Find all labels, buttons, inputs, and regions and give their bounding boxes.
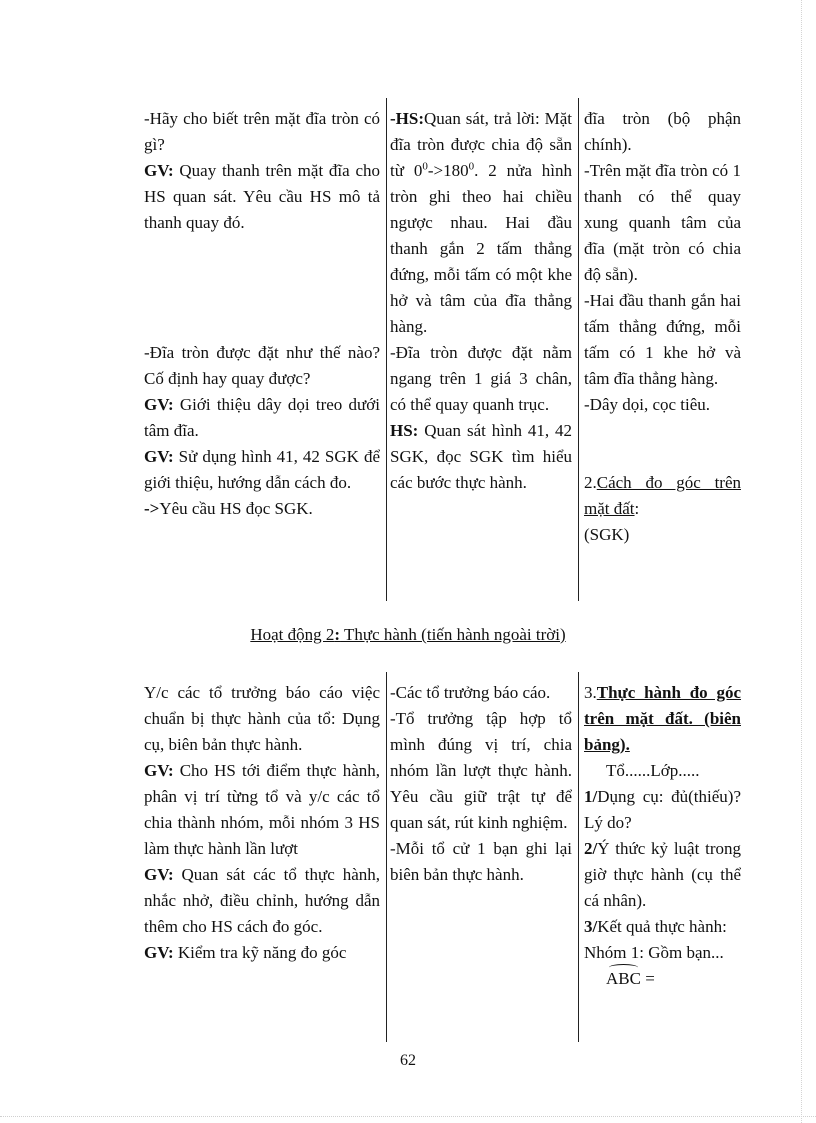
angle-symbol: ABC <box>606 966 641 992</box>
student-answer: -Đĩa tròn được đặt nằm ngang trên 1 giá 3 chân, có thể quay quanh trục. <box>390 343 572 414</box>
student-answer: -HS:Quan sát, trả lời: Mặt đĩa tròn được chia độ sẵn từ $0^0->180^0$. 2 nửa hình tròn ghi theo hai chiều ngược nhau. Hai đầu thanh gắn 2 tấm thẳng đứng, mỗi tấm có một khe hở và tâm của đĩa thẳng hàng. <box>390 109 573 336</box>
activity-heading: Hoạt động 2: Thực hành (tiến hành ngoài trời) <box>250 625 566 644</box>
column-divider <box>578 98 579 601</box>
student-activity-column <box>390 680 572 888</box>
teacher-step: GV: Cho HS tới điểm thực hành, phân vị trí từng tổ và y/c các tổ chia thành nhóm, mỗi nhóm 3 HS làm thực hành lần lượt <box>144 761 380 858</box>
report-header: Tổ......Lớp..... <box>606 761 700 780</box>
angle-result: ABC = <box>584 966 741 992</box>
content-text: (SGK) <box>584 525 630 544</box>
column-divider <box>386 98 387 601</box>
activity-table-2 <box>136 672 745 1042</box>
report-item: 3/Kết quả thực hành: <box>584 917 727 936</box>
column-divider <box>578 672 579 1042</box>
content-text: -Trên mặt đĩa tròn có 1 thanh có thể quay xung quanh tâm của đĩa (mặt tròn có chia độ sẵn). <box>584 161 741 284</box>
column-divider <box>386 672 387 1042</box>
student-answer: -Tổ trưởng tập hợp tổ mình đúng vị trí, chia nhóm lần lượt thực hành. Yêu cầu giữ trật tự để quan sát, rút kinh nghiệm. <box>390 709 572 832</box>
page-edge-border <box>801 0 802 1123</box>
teacher-activity-column <box>144 680 380 966</box>
section-subtitle: 3.Thực hành đo góc trên mặt đất. (biên bảng). <box>584 683 741 754</box>
teacher-step: GV: Quan sát các tổ thực hành, nhắc nhở, điều chỉnh, hướng dẫn thêm cho HS cách đo góc. <box>144 865 380 936</box>
content-text: -Dây dọi, cọc tiêu. <box>584 395 711 414</box>
teacher-step: GV: Quay thanh trên mặt đĩa cho HS quan sát. Yêu cầu HS mô tả thanh quay đó. <box>144 161 380 232</box>
report-item: 2/Ý thức kỷ luật trong giờ thực hành (cụ thể cá nhân). <box>584 839 741 910</box>
student-activity-column <box>390 106 572 496</box>
report-item: 1/Dụng cụ: đủ(thiếu)? Lý do? <box>584 787 741 832</box>
student-answer: -Mỗi tổ cử 1 bạn ghi lại biên bản thực hành. <box>390 839 572 884</box>
content-column <box>584 680 741 992</box>
page-number: 62 <box>400 1052 416 1069</box>
content-text: -Hai đầu thanh gắn hai tấm thẳng đứng, mỗi tấm có 1 khe hở và tâm đĩa thẳng hàng. <box>584 291 741 388</box>
teacher-step: GV: Kiểm tra kỹ năng đo góc <box>144 943 347 962</box>
question-text: -Đĩa tròn được đặt như thế nào? Cố định hay quay được? <box>144 343 380 388</box>
section-subtitle: 2.Cách đo góc trên mặt đất: <box>584 473 741 518</box>
content-text: đĩa tròn (bộ phận chính). <box>584 109 741 154</box>
teacher-activity-column <box>144 106 380 522</box>
teacher-step: Y/c các tổ trưởng báo cáo việc chuẩn bị thực hành của tổ: Dụng cụ, biên bản thực hành. <box>144 683 380 754</box>
student-answer: -Các tổ trưởng báo cáo. <box>390 683 551 702</box>
activity-table-1 <box>136 98 745 601</box>
teacher-step: ->Yêu cầu HS đọc SGK. <box>144 499 313 518</box>
content-column <box>584 106 741 548</box>
report-item: Nhóm 1: Gồm bạn... <box>584 943 724 962</box>
question-text: -Hãy cho biết trên mặt đĩa tròn có gì? <box>144 109 380 154</box>
teacher-step: GV: Giới thiệu dây dọi treo dưới tâm đĩa. <box>144 395 380 440</box>
teacher-step: GV: Sử dụng hình 41, 42 SGK để giới thiệu, hướng dẫn cách đo. <box>144 447 380 492</box>
student-answer: HS: Quan sát hình 41, 42 SGK, đọc SGK tìm hiểu các bước thực hành. <box>390 421 572 492</box>
page-edge-border <box>0 1116 816 1117</box>
